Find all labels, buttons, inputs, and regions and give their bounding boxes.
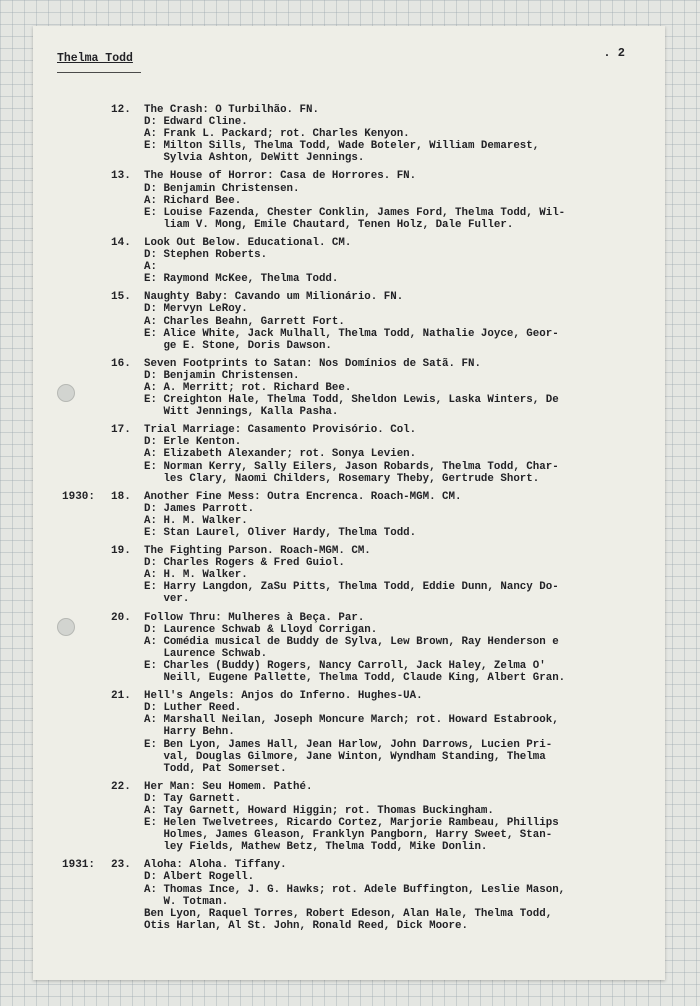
- entry-credit-line: A: Richard Bee.: [144, 194, 242, 207]
- film-entry: [33, 358, 665, 418]
- page-number: . 2: [603, 46, 625, 60]
- entry-year: 1931:: [62, 859, 96, 872]
- entry-credit-line: Ben Lyon, Raquel Torres, Robert Edeson, Alan Hale, Thelma Todd, Otis Harlan, Al St. John, Ronald Reed, Dick Moore.: [144, 907, 553, 932]
- entry-credit-line: E: Louise Fazenda, Chester Conklin, James Ford, Thelma Todd, Wil- liam V. Mong, Emile Chautard, Tenen Holz, Dale Fuller.: [144, 206, 566, 231]
- film-entry: [33, 170, 665, 230]
- entry-credit-line: D: Stephen Roberts.: [144, 249, 268, 262]
- entry-credit-line: A: Comédia musical de Buddy de Sylva, Lew Brown, Ray Henderson e Laurence Schwab.: [144, 635, 559, 660]
- entry-number: 14.: [111, 236, 131, 249]
- entry-credit-line: E: Charles (Buddy) Rogers, Nancy Carroll, Jack Haley, Zelma O' Neill, Eugene Pallette, Thelma Todd, Claude King, Albert Gran.: [144, 659, 566, 685]
- entry-title: Hell's Angels: Anjos do Inferno. Hughes-UA.: [144, 690, 423, 703]
- entry-credit-line: A: A. Merritt; rot. Richard Bee.: [144, 381, 352, 394]
- entry-number: 23.: [111, 859, 131, 872]
- entry-credit-line: E: Alice White, Jack Mulhall, Thelma Todd, Nathalie Joyce, Geor- ge E. Stone, Doris Dawson.: [144, 327, 559, 352]
- filmography-list: [33, 104, 665, 938]
- entry-title: Naughty Baby: Cavando um Milionário. FN.: [144, 291, 404, 304]
- entry-credit-line: D: Benjamin Christensen.: [144, 182, 300, 195]
- entry-title: The House of Horror: Casa de Horrores. FN.: [144, 170, 417, 183]
- entry-credit-line: A:: [144, 261, 157, 274]
- entry-credit-line: A: Tay Garnett, Howard Higgin; rot. Thomas Buckingham.: [144, 804, 494, 817]
- entry-year: 1930:: [62, 490, 96, 503]
- entry-credit-line: D: James Parrott.: [144, 502, 255, 515]
- entry-credit-line: A: Thomas Ince, J. G. Hawks; rot. Adele Buffington, Leslie Mason, W. Totman.: [144, 883, 566, 908]
- film-entry: [33, 424, 665, 484]
- film-entry: [33, 237, 665, 285]
- entry-credit-line: A: H. M. Walker.: [144, 569, 248, 582]
- entry-number: 12.: [111, 104, 131, 116]
- entry-credit-line: E: Harry Langdon, ZaSu Pitts, Thelma Todd, Eddie Dunn, Nancy Do- ver.: [144, 581, 559, 606]
- entry-credit-line: A: Frank L. Packard; rot. Charles Kenyon.: [144, 128, 410, 141]
- entry-credit-line: E: Helen Twelvetrees, Ricardo Cortez, Marjorie Rambeau, Phillips Holmes, James Gleason, Franklyn Pangborn, Harry Sweet, Stan- ley Fields, Mathew Betz, Thelma Todd, Mike Donlin.: [144, 817, 559, 854]
- entry-title: Aloha: Aloha. Tiffany.: [144, 859, 287, 872]
- film-entry: [33, 545, 665, 605]
- entry-title: Trial Marriage: Casamento Provisório. Col.: [144, 424, 417, 437]
- entry-credit-line: D: Benjamin Christensen.: [144, 369, 300, 382]
- entry-number: 17.: [111, 424, 131, 437]
- entry-credit-line: D: Laurence Schwab & Lloyd Corrigan.: [144, 623, 378, 636]
- entry-number: 13.: [111, 170, 131, 183]
- header-name: Thelma Todd: [57, 52, 133, 65]
- entry-title: Look Out Below. Educational. CM.: [144, 236, 352, 249]
- entry-number: 19.: [111, 545, 131, 558]
- entry-number: 22.: [111, 780, 131, 793]
- entry-credit-line: D: Charles Rogers & Fred Guiol.: [144, 557, 345, 570]
- entry-credit-line: D: Tay Garnett.: [144, 792, 242, 805]
- entry-credit-line: D: Albert Rogell.: [144, 871, 255, 884]
- entry-credit-line: E: Creighton Hale, Thelma Todd, Sheldon Lewis, Laska Winters, De Witt Jennings, Kalla Pasha.: [144, 394, 559, 419]
- entry-number: 16.: [111, 357, 131, 370]
- entry-credit-line: D: Mervyn LeRoy.: [144, 303, 248, 316]
- entry-number: 15.: [111, 291, 131, 304]
- film-entry: [33, 104, 665, 164]
- entry-number: 18.: [111, 490, 131, 503]
- entry-number: 20.: [111, 611, 131, 624]
- entry-credit-line: A: Marshall Neilan, Joseph Moncure March; rot. Howard Estabrook, Harry Behn.: [144, 714, 559, 739]
- entry-title: The Fighting Parson. Roach-MGM. CM.: [144, 545, 371, 558]
- entry-title: Another Fine Mess: Outra Encrenca. Roach-MGM. CM.: [144, 490, 462, 503]
- film-entry: [33, 491, 665, 539]
- entry-credit-line: D: Edward Cline.: [144, 116, 248, 129]
- entry-credit-line: A: H. M. Walker.: [144, 514, 248, 527]
- entry-title: The Crash: O Turbilhão. FN.: [144, 104, 319, 116]
- film-entry: [33, 859, 665, 932]
- film-entry: [33, 690, 665, 775]
- entry-credit-line: E: Raymond McKee, Thelma Todd.: [144, 273, 339, 286]
- typewritten-page: [33, 26, 665, 980]
- entry-title: Her Man: Seu Homem. Pathé.: [144, 780, 313, 793]
- entry-credit-line: E: Ben Lyon, James Hall, Jean Harlow, John Darrows, Lucien Pri- val, Douglas Gilmore, Jane Winton, Wyndham Standing, Thelma Todd, Pat Somerset.: [144, 738, 553, 775]
- entry-credit-line: D: Erle Kenton.: [144, 436, 242, 449]
- film-entry: [33, 781, 665, 854]
- entry-credit-line: E: Milton Sills, Thelma Todd, Wade Boteler, William Demarest, Sylvia Ashton, DeWitt Jennings.: [144, 140, 540, 165]
- entry-title: Follow Thru: Mulheres à Beça. Par.: [144, 611, 365, 624]
- film-entry: [33, 612, 665, 685]
- entry-credit-line: E: Norman Kerry, Sally Eilers, Jason Robards, Thelma Todd, Char- les Clary, Naomi Childers, Rosemary Theby, Gertrude Short.: [144, 460, 559, 485]
- header-underline: [57, 72, 141, 73]
- entry-number: 21.: [111, 690, 131, 703]
- entry-credit-line: D: Luther Reed.: [144, 702, 242, 715]
- entry-credit-line: A: Elizabeth Alexander; rot. Sonya Levien.: [144, 448, 417, 461]
- film-entry: [33, 291, 665, 351]
- entry-title: Seven Footprints to Satan: Nos Domínios de Satã. FN.: [144, 357, 481, 370]
- entry-credit-line: A: Charles Beahn, Garrett Fort.: [144, 315, 345, 328]
- entry-credit-line: E: Stan Laurel, Oliver Hardy, Thelma Todd.: [144, 527, 417, 539]
